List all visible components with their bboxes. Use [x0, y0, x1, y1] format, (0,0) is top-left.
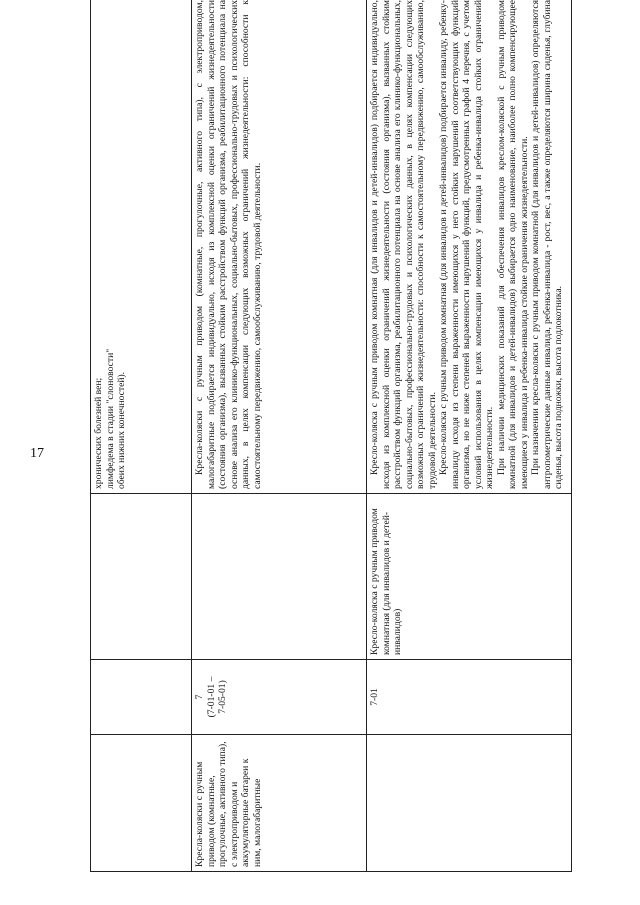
- cell-item-title: Кресло-коляска с ручным приводом комнатная (для инвалидов и детей-инвалидов): [367, 494, 572, 660]
- table-row: [367, 0, 572, 872]
- cell-item-code: [91, 660, 192, 735]
- table-row: [91, 0, 192, 872]
- description-paragraph: Кресло-коляска с ручным приводом комнатная (для инвалидов и детей-инвалидов) подбирается индивидуально, исходя из комплексной оценки ограничений жизнедеятельности (состояния организма), вызванных стойким расстройством функций организма, реабилитационного потенциала на основе анализа его клинико-функциональных, социально-бытовых, профессионально-трудовых и психологических данных, в целях компенсации следующих возможных ограничений жизнедеятельности: способности к самостоятельному передвижению, самообслуживанию, трудовой деятельности.: [369, 0, 438, 489]
- description-paragraph: Кресло-коляска с ручным приводом комнатная (для инвалидов и детей-инвалидов) подбирается инвалиду, ребенку-инвалиду исходя из степени выраженности имеющихся у него стойких нарушений соответствующих функций организма, но не ниже степеней выраженности нарушений функций, предусмотренных графой 4 перечня, с учетом условий использования в целях компенсации имеющихся у инвалида и ребенка-инвалида стойких ограничений жизнедеятельности.: [438, 0, 495, 489]
- cell-item-name: [91, 735, 192, 872]
- cell-item-code: 7 (7-01-01 – 7-05-01): [192, 660, 367, 735]
- description-paragraph: При назначении кресла-коляски с ручным приводом комнатной (для инвалидов и детей-инвалидов) определяются антропометрические данные инвалида, ребенка-инвалида - рост, вес, а также определяются ширина сиденья, глубина сиденья, высота подножки, высота подлокотника.: [530, 0, 564, 489]
- description-paragraph: При наличии медицинских показаний для обеспечения инвалидов креслом-коляской с ручным приводом комнатной (для инвалидов и детей-инвалидов) выбирается одно наименование, наиболее полно компенсирующее имеющиеся у инвалида и ребенка-инвалида стойкие ограничения жизнедеятельности.: [495, 0, 530, 489]
- description-text: хронических болезней вен; лимфедема в стадии "слоновости" обеих нижних конечностей).: [93, 348, 127, 489]
- cell-item-description: [367, 0, 572, 494]
- page-number: 17: [30, 446, 44, 461]
- document-table: [90, 0, 572, 872]
- cell-item-code: 7-01: [367, 660, 572, 735]
- cell-item-description: [192, 0, 367, 494]
- rotated-table-area: [90, 0, 564, 872]
- table-row: [192, 0, 367, 872]
- cell-item-name: [367, 735, 572, 872]
- description-text: Кресла-коляски с ручным приводом (комнатные, прогулочные, активного типа), с электроприводом, малогабаритные подбирается индивидуально, исходя из комплексной оценки ограничений жизнедеятельности (состояния организма), вызванных стойким расстройством функций организма, реабилитационного потенциала на основе анализа его клинико-функциональных, социально-бытовых, профессионально-трудовых и психологических данных, в целях компенсации следующих возможных ограничений жизнедеятельности: способности к самостоятельному передвижению, самообслуживанию, трудовой деятельности.: [194, 0, 263, 489]
- cell-item-title: [192, 494, 367, 660]
- cell-item-name: Кресла-коляски с ручным приводом (комнатные, прогулочные, активного типа), с электроприводом и аккумуляторные батареи к ним, малогабаритные: [192, 735, 367, 872]
- cell-item-title: [91, 494, 192, 660]
- cell-item-description: [91, 0, 192, 494]
